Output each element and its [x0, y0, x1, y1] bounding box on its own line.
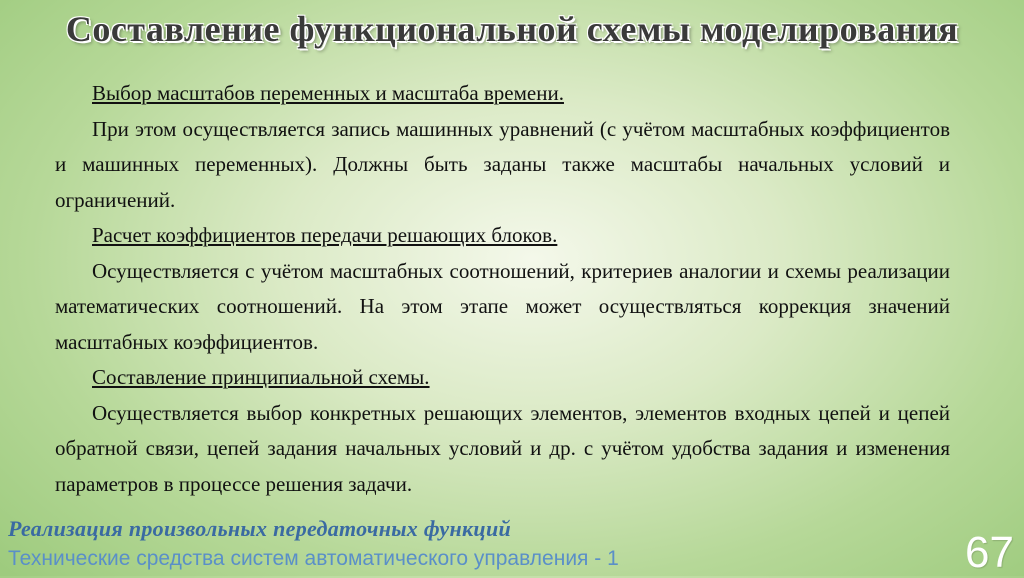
footer-course-title: Реализация произвольных передаточных функций — [8, 516, 512, 541]
slide-content — [55, 76, 950, 502]
footer-subject: Технические средства систем автоматического управления - 1 — [8, 547, 619, 570]
section-heading-schematic: Составление принципиальной схемы. — [92, 365, 430, 389]
section-body-scales: При этом осуществляется запись машинных уравнений (с учётом масштабных коэффициентов и машинных переменных). Должны быть заданы также масштабы начальных условий и ограничений. — [55, 116, 950, 212]
section-body-coefficients: Осуществляется с учётом масштабных соотношений, критериев аналогии и схемы реализации математических соотношений. На этом этапе может осуществляться коррекция значений масштабных коэффициентов. — [55, 258, 950, 354]
section-heading-coefficients: Расчет коэффициентов передачи решающих блоков. — [92, 223, 558, 247]
slide-title: Составление функциональной схемы моделирования — [65, 9, 959, 49]
section-body-schematic: Осуществляется выбор конкретных решающих элементов, элементов входных цепей и цепей обратной связи, цепей задания начальных условий и др. с учётом удобства задания и изменения параметров в процессе решения задачи. — [55, 400, 950, 496]
slide-number: 67 — [965, 528, 1014, 577]
section-heading-scales: Выбор масштабов переменных и масштаба времени. — [92, 81, 564, 105]
